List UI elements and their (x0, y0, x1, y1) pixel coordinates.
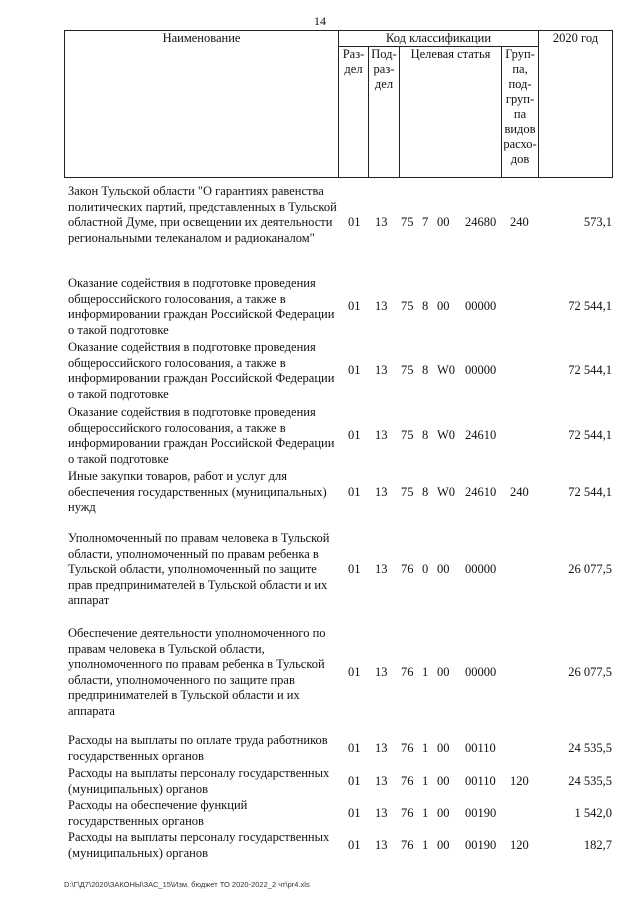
row-code-d: 24680 (465, 215, 497, 229)
header-razdel: Раз- дел (339, 47, 369, 178)
row-code-a: 76 (401, 562, 414, 576)
header-target: Целевая статья (400, 47, 502, 178)
row-code-pr: 13 (375, 363, 388, 377)
row-amount: 26 077,5 (568, 562, 612, 576)
row-code-a: 76 (401, 838, 414, 852)
row-code-pr: 13 (375, 838, 388, 852)
row-code-c: 00 (437, 806, 450, 820)
row-code-rz: 01 (348, 299, 361, 313)
file-path-footer: D:\Г\Д7\2020\ЗАКОНЫ\ЗАС_15\Изм. бюджет ТО 2020-2022_2 чт\pr4.xls (64, 880, 310, 889)
row-code-d: 00190 (465, 806, 497, 820)
row-code-b: 1 (422, 806, 429, 820)
row-code-c: 00 (437, 299, 450, 313)
row-code-c: W0 (437, 428, 456, 442)
row-code-d: 00190 (465, 838, 497, 852)
row-name: Закон Тульской области "О гарантиях равенства политических партий, представленных в Тульской областной Думе, при освещении их деятельности региональными телеканалом и радиоканалом" (68, 184, 337, 245)
row-code-rz: 01 (348, 665, 361, 679)
row-code-c: 00 (437, 741, 450, 755)
row-code-rz: 01 (348, 838, 361, 852)
table-row (0, 798, 640, 830)
row-code-d: 24610 (465, 485, 497, 499)
row-code-d: 00110 (465, 741, 496, 755)
row-code-d: 00000 (465, 363, 497, 377)
row-name: Расходы на выплаты персоналу государственных (муниципальных) органов (68, 830, 330, 860)
row-code-a: 75 (401, 363, 414, 377)
row-code-rz: 01 (348, 562, 361, 576)
table-row (0, 733, 640, 765)
row-code-rz: 01 (348, 774, 361, 788)
row-code-pr: 13 (375, 215, 388, 229)
row-name: Расходы на выплаты по оплате труда работников государственных органов (68, 733, 328, 763)
row-code-b: 8 (422, 428, 429, 442)
row-amount: 72 544,1 (568, 428, 612, 442)
header-podrazdel: Под- раз- дел (369, 47, 400, 178)
row-code-pr: 13 (375, 485, 388, 499)
row-name: Оказание содействия в подготовке проведения общероссийского голосования, а также в информировании граждан Российской Федерации о такой подготовке (68, 405, 335, 466)
header-year: 2020 год (539, 31, 613, 178)
row-code-grp: 240 (510, 215, 529, 229)
row-code-b: 1 (422, 665, 429, 679)
row-code-rz: 01 (348, 363, 361, 377)
row-name: Расходы на обеспечение функций государственных органов (68, 798, 248, 828)
row-name: Обеспечение деятельности уполномоченного по правам человека в Тульской области, уполномоченного по правам ребенка в Тульской области, уполномоченного по защите прав предпринимателей в Тульской области и их аппарата (68, 626, 326, 718)
row-code-d: 00000 (465, 665, 497, 679)
table-row (0, 276, 640, 338)
row-code-b: 1 (422, 774, 429, 788)
header-name: Наименование (65, 31, 339, 178)
row-code-grp: 120 (510, 774, 529, 788)
row-code-c: 00 (437, 665, 450, 679)
row-amount: 72 544,1 (568, 299, 612, 313)
row-amount: 24 535,5 (568, 774, 612, 788)
row-amount: 26 077,5 (568, 665, 612, 679)
row-code-a: 75 (401, 485, 414, 499)
row-code-b: 7 (422, 215, 429, 229)
row-code-a: 75 (401, 299, 414, 313)
row-code-rz: 01 (348, 215, 361, 229)
row-code-b: 8 (422, 363, 429, 377)
row-code-b: 0 (422, 562, 429, 576)
row-amount: 573,1 (583, 215, 612, 229)
row-code-pr: 13 (375, 741, 388, 755)
row-code-pr: 13 (375, 665, 388, 679)
table-header (64, 30, 613, 178)
row-code-a: 76 (401, 774, 414, 788)
table-row (0, 830, 640, 862)
row-code-d: 00110 (465, 774, 496, 788)
row-code-d: 00000 (465, 299, 497, 313)
row-code-d: 24610 (465, 428, 497, 442)
row-code-grp: 240 (510, 485, 529, 499)
row-amount: 182,7 (583, 838, 612, 852)
row-name: Оказание содействия в подготовке проведения общероссийского голосования, а также в информировании граждан Российской Федерации о такой подготовке (68, 340, 335, 401)
row-code-c: W0 (437, 485, 456, 499)
row-code-c: 00 (437, 215, 450, 229)
row-code-c: W0 (437, 363, 456, 377)
row-code-c: 00 (437, 774, 450, 788)
row-code-pr: 13 (375, 774, 388, 788)
row-name: Уполномоченный по правам человека в Тульской области, уполномоченный по правам ребенка в Тульской области, уполномоченный по защите прав предпринимателей в Тульской области и их аппарат (68, 531, 330, 607)
table-row (0, 766, 640, 798)
row-code-b: 8 (422, 299, 429, 313)
row-code-rz: 01 (348, 428, 361, 442)
table-row (0, 405, 640, 467)
row-code-a: 76 (401, 665, 414, 679)
table-row (0, 531, 640, 609)
row-amount: 72 544,1 (568, 485, 612, 499)
row-code-a: 75 (401, 215, 414, 229)
row-code-a: 75 (401, 428, 414, 442)
row-code-d: 00000 (465, 562, 497, 576)
table-row (0, 184, 640, 262)
row-code-pr: 13 (375, 806, 388, 820)
table-row (0, 626, 640, 720)
row-name: Иные закупки товаров, работ и услуг для обеспечения государственных (муниципальных) нужд (68, 469, 327, 514)
page-number: 14 (314, 14, 326, 28)
row-name: Оказание содействия в подготовке проведения общероссийского голосования, а также в информировании граждан Российской Федерации о такой подготовке (68, 276, 335, 337)
row-code-pr: 13 (375, 299, 388, 313)
row-code-rz: 01 (348, 806, 361, 820)
row-code-a: 76 (401, 806, 414, 820)
row-code-c: 00 (437, 562, 450, 576)
table-row (0, 469, 640, 517)
row-code-a: 76 (401, 741, 414, 755)
row-code-rz: 01 (348, 741, 361, 755)
row-code-b: 1 (422, 838, 429, 852)
row-amount: 24 535,5 (568, 741, 612, 755)
row-code-b: 1 (422, 741, 429, 755)
row-code-pr: 13 (375, 428, 388, 442)
table-row (0, 340, 640, 402)
row-code-rz: 01 (348, 485, 361, 499)
row-amount: 1 542,0 (574, 806, 612, 820)
row-code-pr: 13 (375, 562, 388, 576)
header-group: Груп- па, под- груп- па видов расхо- дов (502, 47, 539, 178)
row-code-grp: 120 (510, 838, 529, 852)
row-amount: 72 544,1 (568, 363, 612, 377)
row-name: Расходы на выплаты персоналу государственных (муниципальных) органов (68, 766, 330, 796)
row-code-c: 00 (437, 838, 450, 852)
row-code-b: 8 (422, 485, 429, 499)
header-code: Код классификации (339, 31, 539, 47)
